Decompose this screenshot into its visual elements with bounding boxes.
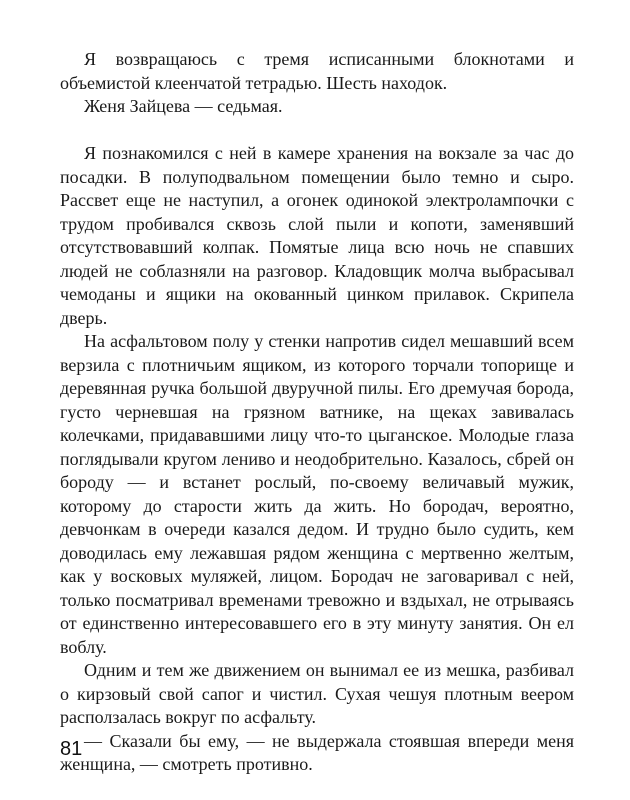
paragraph-4: На асфальтовом полу у стенки напротив сидел мешавший всем верзила с плотничьим ящиком, из которого торчали топорище и деревянная ручка большой двуручной пилы. Его дремучая борода, густо черневшая на грязном ватнике, на щеках завивалась колечками, придававшими лицу что-то цыганское. Молодые глаза поглядывали кругом лениво и неодобрительно. Казалось, сбрей он бороду — и встанет рослый, по-своему величавый мужик, которому до старости жить да жить. Но бородач, вероятно, девчонкам в очереди казался дедом. И трудно было судить, кем доводилась ему лежавшая рядом женщина с мертвенно желтым, как у восковых муляжей, лицом. Бородач не заговаривал с ней, только посматривал временами тревожно и вздыхал, не отрываясь от единственно интересовавшего его в эту минуту занятия. Он ел воблу. <box>60 331 574 657</box>
page-body <box>60 48 574 777</box>
paragraph-2: Женя Зайцева — седьмая. <box>84 96 283 116</box>
paragraph-6: — Сказали бы ему, — не выдержала стоявшая впереди меня женщина, — смотреть противно. <box>60 730 574 774</box>
paragraph-3: Я познакомился с ней в камере хранения на вокзале за час до посадки. В полуподвальном помещении было темно и сыро. Рассвет еще не наступил, а огонек одинокой электролампочки с трудом пробивался сквозь слой пыли и копоти, заменявший отсутствовавший колпак. Помятые лица всю ночь не спавших людей не соблазняли на разговор. Кладовщик молча выбрасывал чемоданы и ящики на окованный цинком прилавок. Скрипела дверь. <box>60 143 574 328</box>
paragraph-5: Одним и тем же движением он вынимал ее из мешка, разбивал о кирзовый свой сапог и чистил. Сухая чешуя плотным веером расползалась вокруг по асфальту. <box>60 660 574 727</box>
paragraph-1: Я возвращаюсь с тремя исписанными блокнотами и объемистой клеенчатой тетрадью. Шесть находок. <box>60 49 574 93</box>
page-number: 81 <box>60 738 83 760</box>
